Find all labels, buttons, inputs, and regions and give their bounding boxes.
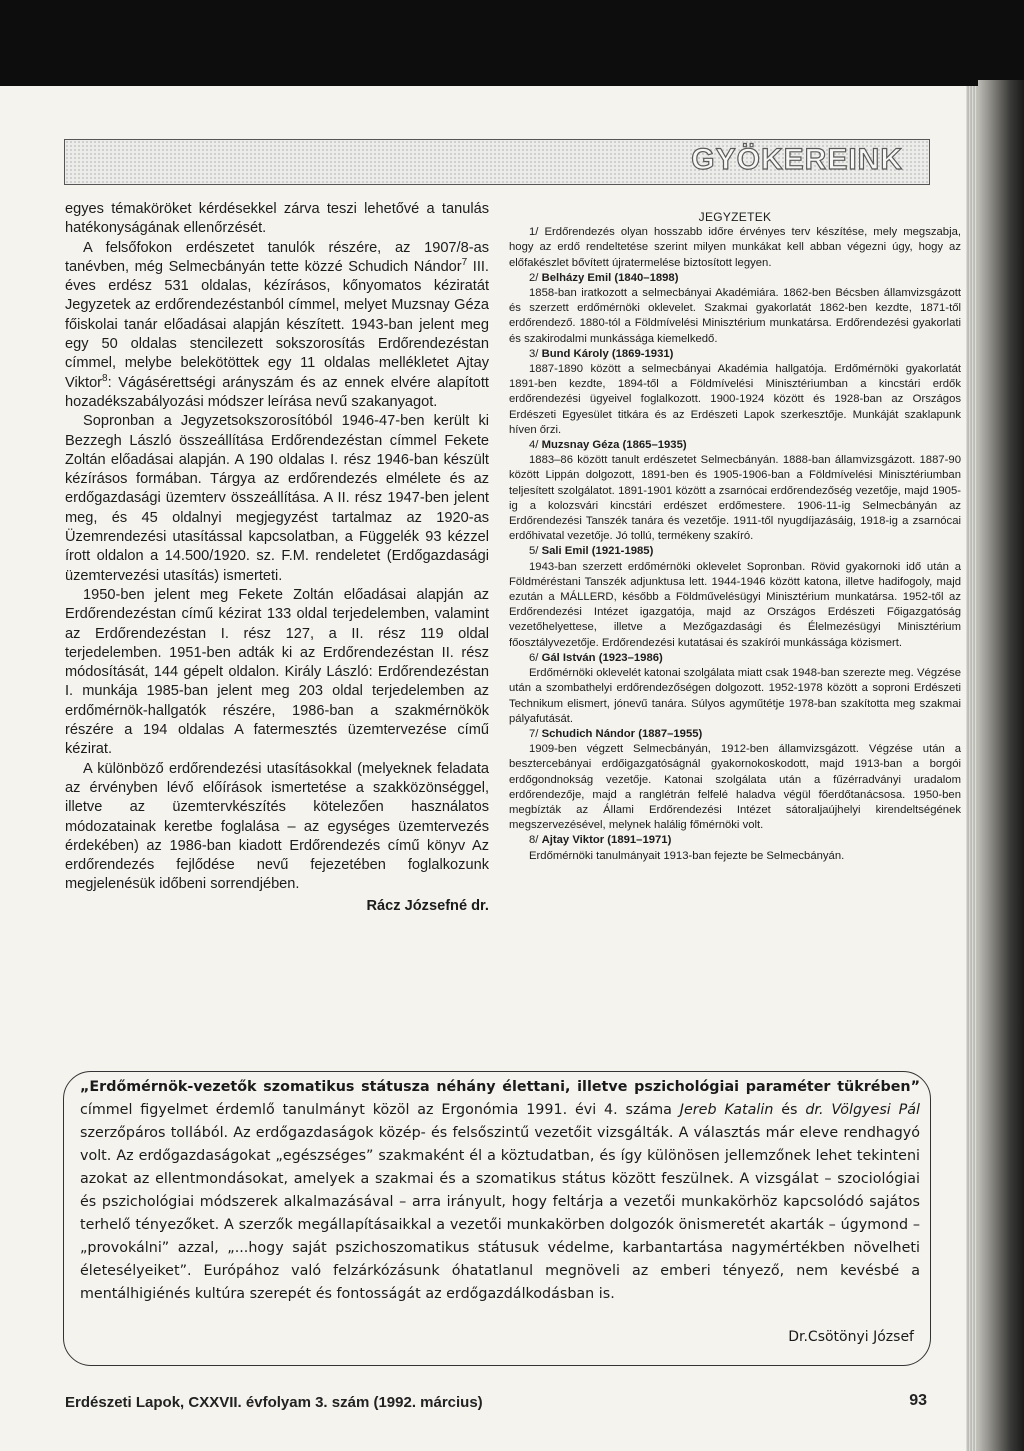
note-text: 1909-ben végzett Selmecbányán, 1912-ben államvizsgázott. Végzése után a besztercebányai erdőigazgatóságnál gyakornokoskodott, majd 1913-ban a borgói erdőgondnokság vezetője. Katonai szolgálata után a fűzérradványi uradalom erdőrendezője, majd a ranglétrán felfelé haladva végül főerdőtanácsosa. 1950-ben megbízták az Állami Erdőrendezési Intézet sátoraljaújhelyi kirendeltségének megszervezésével, melynek halálig főmérnöki volt. <box>509 743 961 832</box>
note-person-name: Schudich Nándor (1887–1955) <box>541 727 703 740</box>
footnote-ref: 7 <box>461 257 468 269</box>
note-header <box>509 651 961 666</box>
note-text: 1887-1890 között a selmecbányai Akadémia hallgatója. Erdőmérnöki gyakorlatát 1891-ben kezdte, 1894-től a Földmívelési Minisztériumban a kincstári erdők erdőrendezési ügyeivel foglalkozott. 1900-1924 között és 1928-ban az Országos Erdészeti Egyesület titkára és az Erdészeti Lapok szerkesztője. Munkáját szaklapunk híven őrzi. <box>509 363 961 436</box>
notes-heading: JEGYZETEK <box>698 210 772 224</box>
note-number: 7/ <box>529 727 539 740</box>
article-text: III. éves erdész 531 oldalas, kézírásos, kőnyomatos kéziratát Jegyzetek az erdőrendezéstanból címmel, melyet Muzsnay Géza főiskolai tanár előadásai alapján készített. 1943-ban jelent meg egy 50 oldalas stencilezett sokszorosítás Erdőrendezéstan címmel, melybe belekötöttek egy 11 oldalas mellékletet Ajtay Viktor <box>65 258 489 391</box>
note-person-name: Muzsnay Géza (1865–1935) <box>541 439 687 452</box>
note-number: 8/ <box>529 834 539 847</box>
article-paragraph: Sopronban a Jegyzetsokszorosítóból 1946-47-ben került ki Bezzegh László összeállítása Erdőrendezéstan címmel Fekete Zoltán előadásai alapján. A 190 oldalas I. rész 1946-ban készült kézírásos formában. Tárgya az erdőrendezés elmélete és az erdőgazdasági üzemterv összeállítása. A II. rész 1947-ben jelent meg, és 45 oldalnyi megjegyzést tartalmaz az 1920-as Üzemrendezési utasítással kapcsolatban, a Függelék 93 kézzel írott oldalon a 14.500/1920. sz. F.M. rendeletet (Erdőgazdasági üzemtervezési utasítás) ismerteti. <box>65 413 489 584</box>
article-paragraph <box>65 239 489 413</box>
note-item <box>509 225 961 271</box>
article-paragraph: egyes témaköröket kérdésekkel zárva teszi lehetővé a tanulás hatékonyságának ellenőrzését. <box>65 201 489 237</box>
article-paragraph: A különböző erdőrendezési utasításokkal (melyeknek feladata az érvényben lévő előírások ismertetése a szakközönséggel, illetve az üzemtervkészítés kötelezően használatos módozatainak keretbe foglalása – az egységes üzemtervezés érdekében) az 1986-ban kiadott Erdőrendezés című könyv Az erdőrendezés fejlődése nevű fejezetében foglalkozunk megjelenésük időbeni sorrendjében. <box>65 760 489 893</box>
note-header <box>509 544 961 559</box>
note-header <box>509 727 961 742</box>
review-span: és <box>773 1102 806 1118</box>
note-number: 2/ <box>529 271 539 284</box>
footnote-ref: 8 <box>102 372 108 384</box>
article-paragraph: 1950-ben jelent meg Fekete Zoltán előadásai alapján az Erdőrendezéstan című kézirat 133 oldal terjedelemben, valamint az Erdőrendezéstan I. rész 127, a II. rész 119 oldal terjedelemben. 1951-ben adták ki az Erdőrendezéstan II. rész módosítását, 144 gépelt oldalon. Király László: Erdőrendezéstan I. munkája 1985-ban jelent meg 203 oldal terjedelemben az erdőmérnök-hallgatók részére, 1986-ban a szakmérnökök részére a 194 oldalas A fatermesztés üzemtervezése című kézirat. <box>65 586 489 758</box>
note-person-name: Bund Károly (1869-1931) <box>541 347 674 360</box>
article-text: : Vágásérettségi arányszám és az ennek elvére alapított hozadékszabályozási módszer leírása nevű szakanyagot. <box>65 374 489 410</box>
section-title: GYÖKEREINK <box>691 143 903 176</box>
note-text: Erdőmérnöki tanulmányait 1913-ban fejezte be Selmecbányán. <box>529 849 845 862</box>
note-text: 1858-ban iratkozott a selmecbányai Akadémiára. 1862-ben Bécsben államvizsgázott és szerzett erdőmérnöki oklevelet. Szakmai gyakorlatát 1862-ben kezdte, 1871-től erdőrendező. 1880-tól a Földmívelési Minisztérium munkatársa. Erdőrendezési gyakorlati és szakirodalmi munkássága kiemelkedő. <box>509 287 961 345</box>
review-span: szerzőpáros tollából. Az erdőgazdaságok közép- és felsőszintű vezetőit vizsgálták. A választás már eleve rendhagyó volt. Az erdőgazdaságokat „egészséges” szakmaként él a köztudatban, és így különösen jellemzőnek lehet tekinteni azokat az ellentmondásokat, amelyek a szakmai és a szomatikus státus között feszülnek. A vizsgálat – szociológiai és pszichológiai módszerek alkalmazásával – arra irányult, hogy feltárja a vezetői munkakörhöz kapcsolódó sajátos terhelő tényezőket. A szerzők megállapításaikkal a vezetői munkakörben dolgozók önismeretét akarták – úgymond – „provokálni” azzal, „...hogy saját pszichoszomatikus státusuk védelme, karbantartása nagymértékben növelheti életesélyeiket”. Európához való felzárkózásunk óhatatlanul megnöveli az emberi tényező, nem kevésbé a mentálhigiénés kultúra szerepét és fontosságát az erdőgazdálkodásban is. <box>80 1125 920 1302</box>
review-author: dr. Völgyesi Pál <box>805 1102 920 1118</box>
article-body <box>65 200 489 916</box>
section-banner <box>64 139 930 185</box>
note-person-name: Ajtay Viktor (1891–1971) <box>541 834 672 847</box>
note-text: 1883–86 között tanult erdészetet Selmecbányán. 1888-ban államvizsgázott. 1887-90 között Lippán dolgozott, 1891-ben és 1905-1906-ban a Földmívelési Minisztériumban teljesített szolgálatot. 1891-1901 között a zsarnócai erdőrendezőség vezetője, majd 1905-ig a kolozsvári kincstári erdészet erdőmestere. 1906-11-ig Selmecbányán az Erdőrendezési Tanszék tanára és vezetője. 1911-től nyugdíjazásáig, 1918-ig a zsarnócai erdőhivatal vezetője. Jó tollú, termékeny szakíró. <box>509 454 961 543</box>
page-edge <box>966 86 978 1451</box>
notes-list <box>509 225 961 864</box>
note-header <box>509 271 961 286</box>
note-number: 4/ <box>529 439 539 452</box>
journal-footer: Erdészeti Lapok, CXXVII. évfolyam 3. szám (1992. március) <box>65 1394 483 1411</box>
note-header <box>509 833 961 848</box>
article-text: A felsőfokon erdészetet tanulók részére, az 1907/8-as tanévben, még Selmecbányán tette közzé Schudich Nándor <box>65 239 489 275</box>
note-number: 6/ <box>529 651 539 664</box>
note-text: 1943-ban szerzett erdőmérnöki oklevelet Sopronban. Rövid gyakornoki idő után a Földméréstani Tanszék adjunktusa lett. 1944-1946 között katona, illetve hadifogoly, majd ezután a MÁLLERD, később a Földművelésügyi Minisztérium munkatársa. 1952-től az Erdőrendezési Intézet igazgatója, majd az Országos Erdészeti Főigazgatóság vezetőhelyettese, illetve a Mezőgazdasági és Élelmezésügyi Minisztérium főosztályvezetője. Erdőrendezési kutatásai és szakírói munkássága közismert. <box>509 560 961 649</box>
note-person-name: Gál István (1923–1986) <box>541 651 663 664</box>
note-person-name: Belházy Emil (1840–1898) <box>541 271 679 284</box>
note-number: 3/ <box>529 347 539 360</box>
note-number: 1/ <box>529 226 539 239</box>
notes-column <box>509 210 961 864</box>
article-author: Rácz Józsefné dr. <box>366 897 489 914</box>
book-spine <box>978 80 1024 1451</box>
review-author: Jereb Katalin <box>679 1102 774 1118</box>
note-text: Erdőrendezés olyan hosszabb időre érvényes terv készítése, mely megszabja, hogy az erdő rendeltetése szerint milyen munkákat kell abban végezni úgy, hogy az előfakészlet bővített újratermelése biztosított legyen. <box>509 226 961 269</box>
note-header <box>509 347 961 362</box>
note-header <box>509 438 961 453</box>
note-text: Erdőmérnöki oklevelét katonai szolgálata miatt csak 1948-ban szerezte meg. Végzése után a szombathelyi erdőrendezőségen dolgozott. 1952-1978 között a soproni Erdészeti Technikum elismert, jónevű tanára. Súlyos agyműtétje 1978-ban szakította meg szakmai pályafutását. <box>509 667 961 725</box>
review-signature: Dr.Csötönyi József <box>788 1329 914 1345</box>
note-person-name: Sali Emil (1921-1985) <box>541 545 654 558</box>
page-number: 93 <box>909 1392 927 1409</box>
note-number: 5/ <box>529 545 539 558</box>
review-title: „Erdőmérnök-vezetők szomatikus státusza néhány élettani, illetve pszichológiai paraméter tükrében” <box>80 1079 920 1095</box>
review-text <box>80 1076 920 1306</box>
review-span: címmel figyelmet érdemlő tanulmányt közöl az Ergonómia 1991. évi 4. száma <box>80 1102 680 1118</box>
